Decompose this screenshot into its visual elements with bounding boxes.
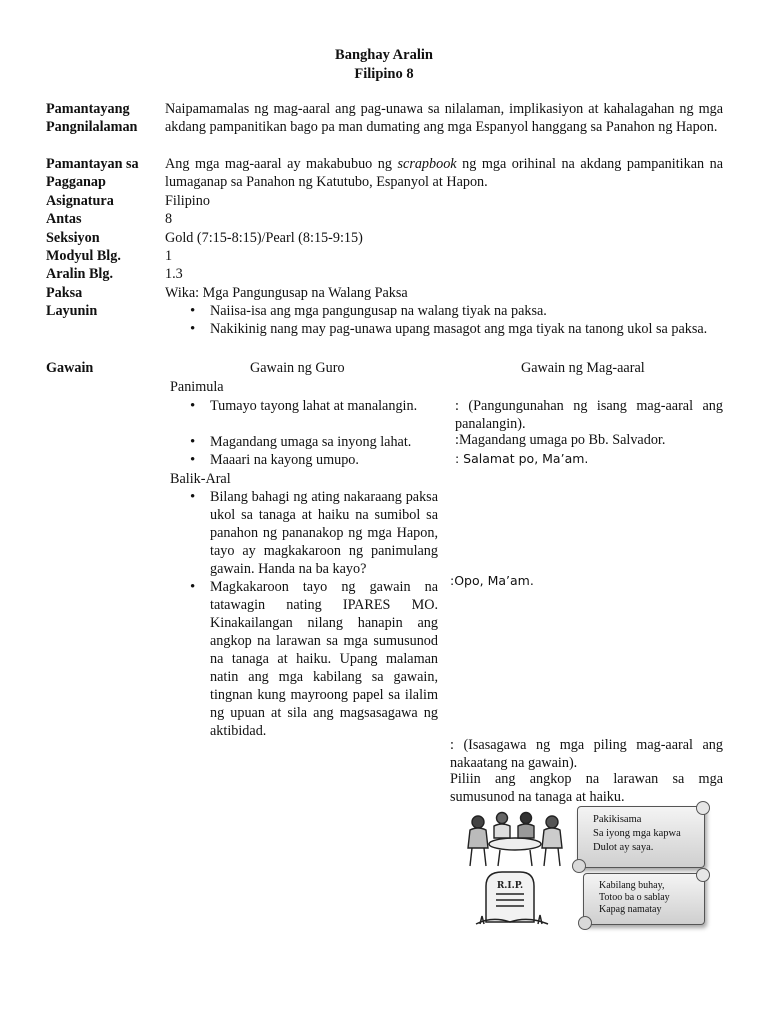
panimula-item: • Tumayo tayong lahat at manalangin. — [188, 397, 438, 415]
aralin-label: Aralin Blg. — [46, 266, 114, 282]
document-title: Banghay Aralin — [335, 47, 433, 63]
tanaga-scroll-2 — [583, 873, 705, 925]
layunin-item: • Nakikinig nang may pag-unawa upang masagot ang mga tiyak na tanong ukol sa paksa. — [188, 320, 723, 338]
scroll-line: Totoo ba o sablay — [599, 892, 670, 903]
seksiyon-label: Seksiyon — [46, 230, 100, 246]
balik-aral-heading: Balik-Aral — [170, 471, 231, 487]
student-response-opo: :Opo, Ma’am. — [450, 573, 534, 588]
pagganap-post: ng mga orihinal na akdang pampanitikan na lumaganap sa Panahon ng Katutubo, Espanyol at Hapon. — [165, 156, 723, 190]
modyul-value: 1 — [165, 248, 173, 264]
layunin-label: Layunin — [46, 303, 98, 319]
antas-value: 8 — [165, 211, 173, 227]
layunin-item: • Naiisa-isa ang mga pangungusap na walang tiyak na paksa. — [188, 302, 723, 320]
panimula-list-1 — [188, 397, 438, 415]
student-instruction: Piliin ang angkop na larawan sa mga sumusunod na tanaga at haiku. — [450, 771, 723, 805]
panimula-item: • Magandang umaga sa inyong lahat. — [188, 433, 438, 451]
gawain-label: Gawain — [46, 360, 94, 376]
student-response-thanks: : Salamat po, Ma’am. — [455, 451, 589, 466]
balik-aral-list — [188, 488, 438, 740]
asignatura-value: Filipino — [165, 193, 210, 209]
guro-column-header: Gawain ng Guro — [250, 360, 345, 376]
tombstone-text: R.I.P. — [496, 881, 524, 891]
scroll-line: Kapag namatay — [599, 904, 662, 915]
panimula-list-2 — [188, 433, 438, 469]
pagganap-label: Pamantayan sa Pagganap — [46, 156, 139, 190]
layunin-list — [188, 302, 723, 338]
panimula-item: • Maaari na kayong umupo. — [188, 451, 438, 469]
paksa-label: Paksa — [46, 285, 83, 301]
pagganap-value — [165, 155, 723, 191]
tanaga-scroll-1 — [577, 806, 705, 868]
paksa-value: Wika: Mga Pangungusap na Walang Paksa — [165, 285, 408, 301]
seksiyon-value: Gold (7:15-8:15)/Pearl (8:15-9:15) — [165, 230, 363, 246]
magaaral-column-header: Gawain ng Mag-aaral — [521, 360, 645, 376]
aralin-value: 1.3 — [165, 266, 183, 282]
pamantayang-label: Pamantayang Pangnilalaman — [46, 101, 138, 135]
pagganap-italic: scrapbook — [397, 156, 457, 172]
balik-aral-item: • Bilang bahagi ng ating nakaraang paksa ukol sa tanaga at haiku na sumibol sa panahon ng pananakop ng mga Hapon, tayo ay magkakaroon ng panimulang gawain. Handa na ba kayo? — [188, 488, 438, 578]
student-response-prayer: : (Pangungunahan ng isang mag-aaral ang panalangin). — [455, 398, 723, 432]
scroll-line: Pakikisama — [593, 814, 642, 825]
student-response-greeting: :Magandang umaga po Bb. Salvador. — [455, 432, 666, 448]
asignatura-label: Asignatura — [46, 193, 114, 209]
panimula-heading: Panimula — [170, 379, 224, 395]
scroll-line: Kabilang buhay, — [599, 880, 665, 891]
modyul-label: Modyul Blg. — [46, 248, 121, 264]
group-friends-illustration — [460, 808, 570, 870]
tombstone-illustration — [472, 868, 552, 926]
document-subtitle: Filipino 8 — [354, 66, 414, 82]
balik-aral-item: • Magkakaroon tayo ng gawain na tatawagin nating IPARES MO. Kinakailangan nilang hanapin ang angkop na larawan sa mga sumusunod na tanaga at haiku. Upang malaman natin ang mga kabilang sa gawain, tingnan kung mayroong papel sa ilalim ng upuan at sila ang magsasagawa ng aktibidad. — [188, 578, 438, 740]
pagganap-pre: Ang mga mag-aaral ay makabubuo ng — [165, 156, 398, 172]
scroll-line: Dulot ay saya. — [593, 842, 654, 853]
pamantayang-value: Naipamamalas ng mag-aaral ang pag-unawa sa nilalaman, implikasiyon at kahalagahan ng mga akdang pampanitikan bago pa man dumating ang mga Espanyol hanggang sa Panahon ng Hapon. — [165, 101, 723, 135]
scroll-line: Sa iyong mga kapwa — [593, 828, 681, 839]
student-response-activity: : (Isasagawa ng mga piling mag-aaral ang nakaatang na gawain). — [450, 737, 723, 771]
antas-label: Antas — [46, 211, 82, 227]
